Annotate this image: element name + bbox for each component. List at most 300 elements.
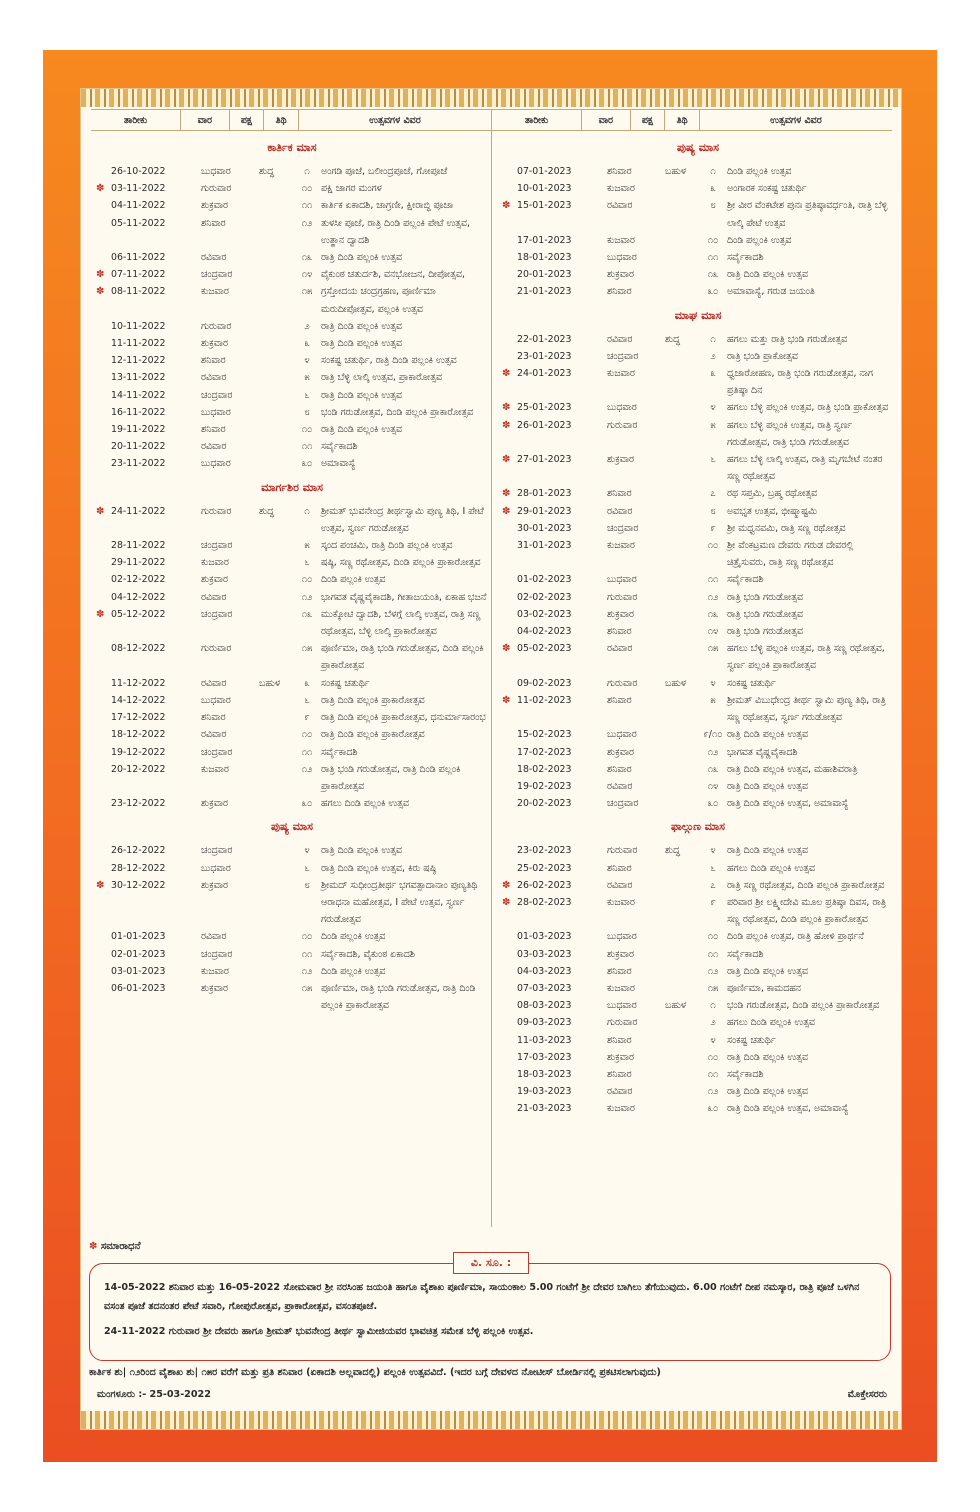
date-text: 01-01-2023 bbox=[111, 931, 166, 943]
tithi-cell: ೧೫ bbox=[301, 286, 313, 298]
day-cell: ಗುರುವಾರ bbox=[201, 320, 232, 332]
tithi-cell: ೧೩ bbox=[301, 252, 313, 264]
flower-icon: ✽ bbox=[96, 286, 105, 298]
date-cell bbox=[501, 980, 607, 997]
event-cell: ಸಂಕಷ್ಟ ಚತುರ್ಥಿ bbox=[727, 1034, 776, 1046]
date-text: 26-12-2022 bbox=[111, 845, 166, 857]
paksha-cell bbox=[259, 318, 293, 335]
day-cell: ಚಂದ್ರವಾರ bbox=[201, 948, 233, 960]
day-cell: ಶುಕ್ರವಾರ bbox=[201, 574, 229, 586]
event-cell: ಅಂಗಡಿ ಪೂಜೆ, ಬಲೀಂದ್ರಪೂಜೆ, ಗೋಪೂಜೆ bbox=[321, 166, 448, 177]
day-cell: ಕುಜವಾರ bbox=[607, 368, 635, 380]
calendar-row bbox=[501, 946, 895, 963]
paksha-cell bbox=[665, 197, 699, 231]
date-text: 18-03-2023 bbox=[517, 1068, 572, 1080]
date-text: 26-02-2023 bbox=[517, 879, 572, 891]
paksha-cell bbox=[259, 387, 293, 404]
day-cell: ಶನಿವಾರ bbox=[201, 217, 226, 229]
flower-icon: ✽ bbox=[96, 879, 105, 891]
event-cell: ರಾತ್ರಿ ದಿಂಡಿ ಪಲ್ಲಂಕಿ ಪ್ರಾಕಾರೋತ್ಸವ bbox=[321, 694, 425, 706]
date-cell bbox=[95, 554, 201, 571]
date-text: 15-01-2023 bbox=[517, 200, 572, 212]
tithi-cell: ೫ bbox=[304, 540, 310, 552]
date-cell bbox=[95, 606, 201, 640]
calendar-row bbox=[501, 1032, 895, 1049]
date-cell bbox=[95, 640, 201, 674]
date-cell bbox=[95, 946, 201, 963]
date-cell bbox=[501, 997, 607, 1014]
day-cell: ಕುಜವಾರ bbox=[201, 557, 229, 569]
date-cell bbox=[501, 485, 607, 502]
tithi-cell: ೧೨ bbox=[707, 965, 719, 977]
paksha-cell: ಶುದ್ಧ bbox=[665, 845, 680, 857]
date-cell bbox=[95, 928, 201, 945]
calendar-row bbox=[95, 692, 489, 709]
tithi-cell: ೧೨ bbox=[301, 965, 313, 977]
calendar-row bbox=[501, 1049, 895, 1066]
date-cell bbox=[501, 675, 607, 692]
paksha-cell bbox=[259, 215, 293, 249]
day-cell: ಚಂದ್ರವಾರ bbox=[607, 350, 639, 362]
event-cell: ದಿಂಡಿ ಪಲ್ಲಂಕಿ ಉತ್ಸವ bbox=[321, 965, 386, 977]
calendar-row bbox=[95, 404, 489, 421]
paksha-cell bbox=[665, 537, 699, 571]
day-cell: ಕುಜವಾರ bbox=[607, 540, 635, 552]
date-text: 14-12-2022 bbox=[111, 694, 166, 706]
flower-icon: ✽ bbox=[502, 488, 511, 500]
day-cell: ಕುಜವಾರ bbox=[607, 982, 635, 994]
event-cell: ಶ್ರೀ ಮಧ್ವನವಮಿ, ರಾತ್ರಿ ಸಣ್ಣ ರಥೋತ್ಸವ bbox=[727, 522, 846, 534]
tithi-cell: ೧೧ bbox=[301, 746, 313, 758]
calendar-row bbox=[95, 675, 489, 692]
day-cell: ಬುಧವಾರ bbox=[607, 931, 637, 943]
tithi-cell: ೧೨ bbox=[301, 217, 313, 229]
event-cell: ಸಂಕಷ್ಟ ಚತುರ್ಥಿ bbox=[321, 677, 370, 689]
paksha-cell bbox=[665, 1032, 699, 1049]
date-text: 11-11-2022 bbox=[111, 338, 166, 350]
date-text: 17-02-2023 bbox=[517, 746, 572, 758]
paksha-cell bbox=[259, 197, 293, 214]
paksha-cell bbox=[259, 369, 293, 386]
paksha-cell bbox=[259, 249, 293, 266]
month-heading: ಕಾರ್ತಿಕ ಮಾಸ bbox=[267, 141, 317, 154]
calendar-row bbox=[501, 894, 895, 928]
day-cell: ರವಿವಾರ bbox=[201, 591, 227, 603]
date-text: 04-03-2023 bbox=[517, 965, 572, 977]
tithi-cell: ೫ bbox=[710, 419, 716, 431]
paksha-cell bbox=[665, 589, 699, 606]
day-cell: ಕುಜವಾರ bbox=[201, 286, 229, 298]
date-text: 11-12-2022 bbox=[111, 677, 166, 689]
tithi-cell: ೧೧ bbox=[301, 441, 313, 453]
event-cell: ರಾತ್ರಿ ಭಂಡಿ ಗರುಡೋತ್ಸವ bbox=[727, 608, 803, 620]
date-text: 02-01-2023 bbox=[111, 948, 166, 960]
date-text: 05-11-2022 bbox=[111, 217, 166, 229]
day-cell: ಚಂದ್ರವಾರ bbox=[201, 389, 233, 401]
header-tithi: ತಿಥಿ bbox=[264, 110, 299, 130]
calendar-row bbox=[501, 451, 895, 485]
date-cell bbox=[501, 1066, 607, 1083]
event-cell: ರಾತ್ರಿ ಸಣ್ಣ ರಥೋತ್ಸವ, ದಿಂಡಿ ಪಲ್ಲಂಕಿ ಪ್ರಾಕಾರೋತ್ಸವ bbox=[727, 879, 885, 891]
day-cell: ಕುಜವಾರ bbox=[607, 183, 635, 195]
date-cell bbox=[501, 197, 607, 231]
day-cell: ಶುಕ್ರವಾರ bbox=[607, 746, 635, 758]
paksha-cell: ಶುದ್ಧ bbox=[259, 505, 274, 517]
date-cell bbox=[501, 180, 607, 197]
tithi-cell: ೧೫ bbox=[301, 982, 313, 994]
event-cell: ಪೂರ್ಣಿಮಾ, ಕಾಮದಹನ bbox=[727, 982, 801, 994]
calendar-row bbox=[95, 421, 489, 438]
paksha-cell bbox=[259, 744, 293, 761]
calendar-row bbox=[501, 348, 895, 365]
flower-icon: ✽ bbox=[502, 896, 511, 908]
date-text: 30-01-2023 bbox=[517, 522, 572, 534]
date-cell bbox=[501, 365, 607, 399]
date-text: 19-12-2022 bbox=[111, 746, 166, 758]
calendar-row bbox=[95, 795, 489, 812]
date-text: 11-02-2023 bbox=[517, 694, 572, 706]
month-heading: ಮಾಘ ಮಾಸ bbox=[674, 308, 722, 322]
paksha-cell: ಶುದ್ಧ bbox=[665, 333, 680, 345]
event-cell: ರಾತ್ರಿ ದಿಂಡಿ ಪಲ್ಲಂಕಿ ಉತ್ಸವ bbox=[727, 845, 808, 857]
flower-icon: ✽ bbox=[89, 1241, 98, 1252]
paksha-cell bbox=[665, 761, 699, 778]
day-cell: ರವಿವಾರ bbox=[607, 333, 633, 345]
calendar-row bbox=[501, 283, 895, 300]
day-cell: ರವಿವಾರ bbox=[201, 931, 227, 943]
calendar-row bbox=[501, 571, 895, 588]
calendar-row bbox=[501, 640, 895, 674]
tithi-cell: ೩೦ bbox=[301, 798, 313, 810]
day-cell: ಕುಜವಾರ bbox=[201, 965, 229, 977]
day-cell: ಬುಧವಾರ bbox=[201, 694, 231, 706]
calendar-row bbox=[501, 365, 895, 399]
date-text: 07-11-2022 bbox=[111, 269, 166, 281]
paksha-cell bbox=[665, 860, 699, 877]
event-cell: ರಾತ್ರಿ ಭಂಡಿ ಗರುಡೋತ್ಸವ, ರಾತ್ರಿ ದಿಂಡಿ ಪಲ್ಲಂಕಿ ಪ್ರಾಕಾರೋತ್ಸವ bbox=[321, 763, 461, 792]
date-text: 21-01-2023 bbox=[517, 286, 572, 298]
date-cell bbox=[95, 761, 201, 795]
tithi-cell: ೧೧ bbox=[707, 574, 719, 586]
day-cell: ಬುಧವಾರ bbox=[607, 402, 637, 414]
tithi-cell: ೧೪ bbox=[301, 269, 313, 281]
paksha-cell bbox=[665, 778, 699, 795]
day-cell: ರವಿವಾರ bbox=[607, 200, 633, 212]
event-cell: ರಾತ್ರಿ ದಿಂಡಿ ಪಲ್ಲಂಕಿ ಉತ್ಸವ bbox=[321, 389, 402, 401]
paksha-cell bbox=[259, 980, 293, 1014]
tithi-cell: ೧ bbox=[710, 1000, 716, 1012]
date-cell bbox=[95, 877, 201, 929]
date-cell bbox=[95, 352, 201, 369]
calendar-row bbox=[95, 335, 489, 352]
left-column bbox=[95, 133, 489, 1014]
date-text: 23-11-2022 bbox=[111, 458, 166, 470]
paksha-cell: ಬಹುಳ bbox=[665, 677, 686, 689]
day-cell: ಶನಿವಾರ bbox=[607, 1068, 632, 1080]
day-cell: ಕುಜವಾರ bbox=[201, 763, 229, 775]
paksha-cell bbox=[259, 455, 293, 472]
calendar-row bbox=[95, 963, 489, 980]
date-cell bbox=[95, 180, 201, 197]
date-cell bbox=[501, 571, 607, 588]
calendar-row bbox=[95, 197, 489, 214]
paksha-cell bbox=[665, 266, 699, 283]
date-cell bbox=[501, 946, 607, 963]
calendar-row bbox=[95, 537, 489, 554]
calendar-row bbox=[95, 369, 489, 386]
event-cell: ರಾತ್ರಿ ಭಂಡಿ ಪ್ರಾಕೋತ್ಸವ bbox=[727, 350, 798, 362]
date-cell bbox=[95, 980, 201, 1014]
paksha-cell bbox=[259, 606, 293, 640]
event-cell: ರಾತ್ರಿ ದಿಂಡಿ ಪಲ್ಲಂಕಿ ಉತ್ಸವ bbox=[727, 965, 808, 977]
star-legend-text: ಸಮಾರಾಧನೆ bbox=[100, 1241, 141, 1252]
day-cell: ಶನಿವಾರ bbox=[201, 712, 226, 724]
date-cell bbox=[501, 266, 607, 283]
tithi-cell: ೮ bbox=[710, 505, 716, 517]
date-text: 06-11-2022 bbox=[111, 252, 166, 264]
date-text: 28-01-2023 bbox=[517, 488, 572, 500]
paksha-cell bbox=[259, 180, 293, 197]
date-cell bbox=[501, 589, 607, 606]
tithi-cell: ೧೪ bbox=[707, 780, 719, 792]
day-cell: ಶುಕ್ರವಾರ bbox=[607, 1051, 635, 1063]
paksha-cell bbox=[665, 249, 699, 266]
paksha-cell bbox=[259, 352, 293, 369]
day-cell: ಚಂದ್ರವಾರ bbox=[607, 798, 639, 810]
paksha-cell: ಬಹುಳ bbox=[665, 1000, 686, 1012]
date-cell bbox=[95, 421, 201, 438]
day-cell: ರವಿವಾರ bbox=[201, 441, 227, 453]
table-header-right bbox=[492, 109, 892, 131]
tithi-cell: ೧ bbox=[710, 166, 716, 177]
tithi-cell: ೨ bbox=[304, 320, 310, 332]
paksha-cell bbox=[665, 520, 699, 537]
day-cell: ಗುರುವಾರ bbox=[607, 419, 638, 431]
calendar-row bbox=[95, 744, 489, 761]
date-text: 03-03-2023 bbox=[517, 948, 572, 960]
day-cell: ಚಂದ್ರವಾರ bbox=[201, 845, 233, 857]
date-cell bbox=[95, 744, 201, 761]
day-cell: ಗುರುವಾರ bbox=[607, 591, 638, 603]
tithi-cell: ೧೩ bbox=[707, 763, 719, 775]
day-cell: ಶನಿವಾರ bbox=[607, 965, 632, 977]
date-text: 17-01-2023 bbox=[517, 234, 572, 246]
event-cell: ಸರ್ವೈಕಾದಶಿ bbox=[321, 746, 358, 758]
tithi-cell: ೪ bbox=[710, 1034, 716, 1046]
event-cell: ಹಗಲು ಮತ್ತು ರಾತ್ರಿ ಭಂಡಿ ಗರುಡೋತ್ಸವ bbox=[727, 333, 848, 345]
date-cell bbox=[95, 369, 201, 386]
date-cell bbox=[501, 640, 607, 674]
date-text: 20-11-2022 bbox=[111, 441, 166, 453]
calendar-row bbox=[501, 589, 895, 606]
date-cell bbox=[501, 963, 607, 980]
day-cell: ಚಂದ್ರವಾರ bbox=[201, 540, 233, 552]
day-cell: ರವಿವಾರ bbox=[201, 729, 227, 741]
paksha-cell bbox=[259, 335, 293, 352]
date-text: 28-11-2022 bbox=[111, 540, 166, 552]
date-text: 15-02-2023 bbox=[517, 729, 572, 741]
day-cell: ಶನಿವಾರ bbox=[607, 1034, 632, 1046]
date-text: 13-11-2022 bbox=[111, 372, 166, 384]
tithi-cell: ೧೨ bbox=[707, 591, 719, 603]
star-legend bbox=[89, 1241, 140, 1252]
date-text: 08-03-2023 bbox=[517, 1000, 572, 1012]
date-text: 06-01-2023 bbox=[111, 982, 166, 994]
event-cell: ರಾತ್ರಿ ಬೆಳ್ಳಿ ಲಾಲ್ಕಿ ಉತ್ಸವ, ಪ್ರಾಕಾರೋತ್ಸವ bbox=[321, 372, 442, 384]
paksha-cell bbox=[665, 623, 699, 640]
date-text: 19-02-2023 bbox=[517, 780, 572, 792]
event-cell: ವೈಕುಂಠ ಚತುರ್ದಶಿ, ವನಭೋಜನ, ದೀಪೋತ್ಸವ, bbox=[321, 269, 465, 281]
date-cell bbox=[501, 928, 607, 945]
day-cell: ಗುರುವಾರ bbox=[607, 845, 638, 857]
paksha-cell bbox=[665, 571, 699, 588]
day-cell: ಕುಜವಾರ bbox=[607, 896, 635, 908]
paksha-cell bbox=[259, 928, 293, 945]
date-cell bbox=[95, 709, 201, 726]
day-cell: ಕುಜವಾರ bbox=[607, 234, 635, 246]
column-divider bbox=[491, 109, 492, 1227]
header-events: ಉತ್ಸವಗಳ ವಿವರ bbox=[770, 114, 822, 126]
date-text: 17-12-2022 bbox=[111, 712, 166, 724]
date-cell bbox=[501, 692, 607, 726]
date-cell bbox=[95, 318, 201, 335]
calendar-row bbox=[95, 726, 489, 743]
event-cell: ಸರ್ವೈಕಾದಶಿ bbox=[727, 574, 764, 586]
paksha-cell bbox=[665, 417, 699, 451]
calendar-row bbox=[501, 963, 895, 980]
date-text: 19-03-2023 bbox=[517, 1086, 572, 1098]
tithi-cell: ೮ bbox=[304, 879, 310, 891]
day-cell: ಗುರುವಾರ bbox=[201, 505, 232, 517]
paksha-cell: ಶುದ್ಧ bbox=[259, 166, 274, 177]
calendar-row bbox=[501, 778, 895, 795]
day-cell: ಶನಿವಾರ bbox=[201, 355, 226, 367]
tithi-cell: ೧೦ bbox=[301, 574, 313, 586]
header-date: ತಾರೀಕು bbox=[91, 110, 181, 130]
event-cell: ರಾತ್ರಿ ದಿಂಡಿ ಪಲ್ಲಂಕಿ ಉತ್ಸವ bbox=[727, 1051, 808, 1063]
calendar-row bbox=[95, 877, 489, 929]
event-cell: ಸ್ಕಂದ ಪಂಚಮಿ, ರಾತ್ರಿ ದಿಂಡಿ ಪಲ್ಲಂಕಿ ಉತ್ಸವ bbox=[321, 540, 453, 552]
date-cell bbox=[95, 266, 201, 283]
date-text: 02-02-2023 bbox=[517, 591, 572, 603]
date-cell bbox=[501, 778, 607, 795]
date-cell bbox=[95, 860, 201, 877]
tithi-cell: ೭ bbox=[710, 488, 716, 500]
note-2: 24-11-2022 ಗುರುವಾರ ಶ್ರೀ ದೇವರು ಹಾಗೂ ಶ್ರೀಮತ್ ಭುವನೇಂದ್ರ ತೀರ್ಥ ಸ್ವಾಮೀಜಿಯವರ ಭಾವಚಿತ್ರ ಸಮೇತ ಬೆಳ್ಳಿ ಪಲ್ಲಂಕಿ ಉತ್ಸವ. bbox=[104, 1326, 534, 1337]
tithi-cell: ೫ bbox=[304, 372, 310, 384]
calendar-row bbox=[95, 842, 489, 859]
paksha-cell bbox=[665, 980, 699, 997]
tithi-cell: ೧೪ bbox=[707, 626, 719, 638]
tithi-cell: ೬ bbox=[304, 862, 310, 874]
event-cell: ಭಂಡಿ ಗರುಡೋತ್ಸವ, ದಿಂಡಿ ಪಲ್ಲಂಕಿ ಪ್ರಾಕಾರೋತ್ಸವ bbox=[727, 1000, 880, 1012]
tithi-cell: ೯ bbox=[710, 896, 716, 908]
calendar-row bbox=[501, 1100, 895, 1117]
event-cell: ರಾತ್ರಿ ದಿಂಡಿ ಪಲ್ಲಂಕಿ ಪ್ರಾಕಾರೋತ್ಸವ bbox=[321, 729, 425, 741]
paksha-cell: ಬಹುಳ bbox=[259, 677, 280, 689]
tithi-cell: ೮ bbox=[710, 200, 716, 212]
tithi-cell: ೧೦ bbox=[707, 1051, 719, 1063]
event-cell: ಸರ್ವೈಕಾದಶಿ bbox=[321, 441, 358, 453]
tithi-cell: ೩೦ bbox=[707, 1103, 719, 1115]
date-cell bbox=[95, 387, 201, 404]
event-cell: ರಥ ಸಪ್ತಮಿ, ಬ್ರಹ್ಮ ರಥೋತ್ಸವ bbox=[727, 488, 818, 500]
calendar-row bbox=[95, 455, 489, 472]
flower-icon: ✽ bbox=[502, 643, 511, 655]
tithi-cell: ೨ bbox=[710, 1017, 716, 1029]
day-cell: ರವಿವಾರ bbox=[201, 252, 227, 264]
paksha-cell bbox=[665, 606, 699, 623]
date-text: 31-01-2023 bbox=[517, 540, 572, 552]
month-heading: ಪುಷ್ಯ ಮಾಸ bbox=[677, 141, 719, 154]
tithi-cell: ೧೦ bbox=[707, 234, 719, 246]
note-1: 14-05-2022 ಶನಿವಾರ ಮತ್ತು 16-05-2022 ಸೋಮವಾರ ಶ್ರೀ ನರಸಿಂಹ ಜಯಂತಿ ಹಾಗೂ ವೈಶಾಖ ಪೂರ್ಣಿಮಾ, ಸಾಯಂಕಾಲ 5.00 ಗಂಟೆಗೆ ಶ್ರೀ ದೇವರ ಬಾಗಿಲು ತೆಗೆಯುವುದು. 6.00 ಗಂಟೆಗೆ ದೀಪ ನಮಸ್ಕಾರ, ರಾತ್ರಿ ಪೂಜೆ ಒಳಗಿನ ವಸಂತ ಪೂಜೆ ತದನಂತರ ಪೇಟೆ ಸವಾರಿ, ಗೋಪುರೋತ್ಸವ, ಪ್ರಾಕಾರೋತ್ಸವ, ವಸಂತಪೂಜೆ. bbox=[104, 1282, 860, 1312]
event-cell: ದಿಂಡಿ ಪಲ್ಲಂಕಿ ಉತ್ಸವ bbox=[727, 234, 792, 246]
month-heading: ಫಾಲ್ಗುಣ ಮಾಸ bbox=[670, 820, 725, 834]
calendar-row bbox=[95, 387, 489, 404]
tithi-cell: ೨ bbox=[710, 350, 716, 362]
date-cell bbox=[95, 283, 201, 317]
paksha-cell bbox=[665, 348, 699, 365]
flower-icon: ✽ bbox=[96, 183, 105, 195]
date-cell bbox=[501, 537, 607, 571]
calendar-row bbox=[501, 197, 895, 231]
date-cell bbox=[95, 455, 201, 472]
tithi-cell: ೧೫ bbox=[301, 643, 313, 655]
date-text: 10-01-2023 bbox=[517, 183, 572, 195]
event-cell: ಸರ್ವೈಕಾದಶಿ, ವೈಕುಂಠ ಏಕಾದಶಿ bbox=[321, 948, 415, 960]
date-text: 24-01-2023 bbox=[517, 368, 572, 380]
event-cell: ಸಂಕಷ್ಟ ಚತುರ್ಥಿ bbox=[727, 677, 776, 689]
event-cell: ಭಾಗವತ ವೈಷ್ಣವೈಕಾದಶಿ, ಗೀತಾಜಯಂತಿ, ಏಕಾಹ ಭಜನೆ bbox=[321, 591, 487, 603]
paksha-cell bbox=[665, 963, 699, 980]
tithi-cell: ೩ bbox=[710, 368, 716, 380]
tithi-cell: ೯ bbox=[304, 712, 310, 724]
calendar-row bbox=[501, 266, 895, 283]
paksha-cell bbox=[665, 180, 699, 197]
calendar-row bbox=[501, 795, 895, 812]
event-cell: ರಾತ್ರಿ ದಿಂಡಿ ಪಲ್ಲಂಕಿ ಉತ್ಸವ bbox=[321, 338, 402, 350]
calendar-row bbox=[501, 163, 895, 180]
date-text: 27-01-2023 bbox=[517, 454, 572, 466]
calendar-row bbox=[95, 980, 489, 1014]
event-cell: ಸಂಕಷ್ಟ ಚತುರ್ಥಿ, ರಾತ್ರಿ ದಿಂಡಿ ಪಲ್ಲಂಕಿ ಉತ್ಸವ bbox=[321, 355, 457, 367]
paksha-cell bbox=[665, 928, 699, 945]
date-text: 29-11-2022 bbox=[111, 557, 166, 569]
event-cell: ಭಾಗವತ ವೈಷ್ಣವೈಕಾದಶಿ bbox=[727, 746, 798, 758]
paksha-cell bbox=[259, 438, 293, 455]
day-cell: ಬುಧವಾರ bbox=[201, 458, 231, 470]
day-cell: ಬುಧವಾರ bbox=[201, 166, 231, 177]
tithi-cell: ೧೧ bbox=[301, 948, 313, 960]
calendar-row bbox=[95, 266, 489, 283]
tithi-cell: ೪ bbox=[710, 677, 716, 689]
day-cell: ಶನಿವಾರ bbox=[607, 626, 632, 638]
date-text: 28-02-2023 bbox=[517, 896, 572, 908]
date-cell bbox=[501, 842, 607, 859]
flower-icon: ✽ bbox=[502, 694, 511, 706]
tithi-cell: ೧೧ bbox=[707, 948, 719, 960]
date-cell bbox=[501, 232, 607, 249]
header-tithi: ತಿಥಿ bbox=[665, 110, 700, 130]
date-text: 05-12-2022 bbox=[111, 608, 166, 620]
tithi-cell: ೧೩ bbox=[301, 608, 313, 620]
date-text: 03-02-2023 bbox=[517, 608, 572, 620]
tithi-cell: ೧೨ bbox=[707, 1086, 719, 1098]
calendar-row bbox=[501, 997, 895, 1014]
paksha-cell bbox=[259, 692, 293, 709]
day-cell: ಶುಕ್ರವಾರ bbox=[201, 982, 229, 994]
